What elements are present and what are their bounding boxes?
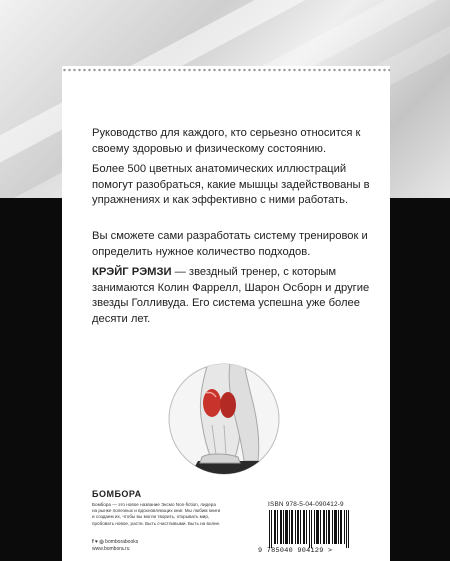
author-bio: — звездный тренер, с которым занимаются Колин Фаррелл, Шарон Осборн и другие звезды Голливуда. Его система успешна уже более десяти лет. xyxy=(92,266,370,325)
intro-paragraph: Руководство для каждого, кто серьезно относится к своему здоровью и физическому состоянию. xyxy=(92,127,361,155)
isbn-barcode xyxy=(268,510,352,548)
publisher-contacts xyxy=(92,539,138,552)
author-paragraph xyxy=(92,265,372,327)
publisher-logo: БОМБОРА xyxy=(92,489,142,499)
calf-muscle-anatomy-icon xyxy=(168,363,280,475)
social-handle: bomborabooks xyxy=(105,539,139,545)
author-name: КРЭЙГ РЭМЗИ xyxy=(92,266,172,278)
publisher-website: www.bombora.ru xyxy=(92,545,130,552)
perforation-edge xyxy=(62,66,390,74)
isbn-label: ISBN 978-5-04-090412-9 xyxy=(268,501,344,508)
social-icons: f ♥ ◎ xyxy=(92,539,106,545)
barcode-digits: 9 785040 904129 > xyxy=(258,547,333,555)
publisher-description: Бомбора — это новое название Эксмо Non-fiction, лидера на рынке полезных и вдохновляющих книг. Мы любим книги и создаем их, чтобы вы могли творить, открывать мир, пробовать новое, расти. Быть счастливыми. Быть на волне. xyxy=(92,502,221,526)
training-paragraph: Вы сможете сами разработать систему тренировок и определить нужное количество подходов. xyxy=(92,230,368,258)
illustrations-paragraph: Более 500 цветных анатомических иллюстраций помогут разобраться, какие мышцы задействованы в упражнениях и как эффективно с ними работать. xyxy=(92,163,370,206)
